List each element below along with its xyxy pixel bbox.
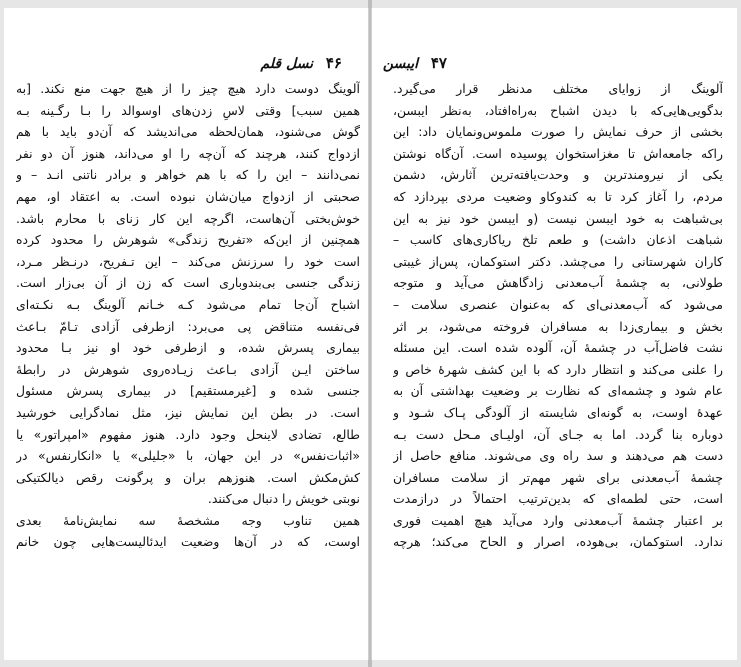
text-line: است، حتی لطمه‌ای که بدین‌ترتیب احتمالاً در درازمدت <box>393 491 723 507</box>
text-line: بر اعتبار چشمهٔ آب‌معدنی وارد می‌آید هیچ اهمیت فوری <box>393 512 723 528</box>
left-page-header <box>260 54 342 72</box>
text-line: نشت فاضل‌آب در چشمهٔ آن، آلوده شده است. این مسئله <box>393 340 723 356</box>
left-page <box>4 8 369 660</box>
left-page-body <box>16 78 360 553</box>
text-line: ازدواج کنند، هرچند که آن‌چه را او می‌داند، هنوز آن دو نفر <box>16 145 360 161</box>
text-line: است. در بطن این نمایش نیز، مثل نمادگرایی خورشید <box>16 404 360 420</box>
text-line: ساختن ایـن آزادی بـاعث زیـاده‌روی شوهرش در رابطهٔ <box>16 361 360 377</box>
text-line: آلوینگ دوست دارد هیچ چیز را از هیچ جهت منع نکند. [به <box>16 81 360 96</box>
text-line: بدگویی‌هایی‌که با دیدن اشباح به‌راه‌افتاد، به‌نظر ایبسن، <box>393 102 723 118</box>
text-line: بخش و بیماری‌زدا به مسافران فروخته می‌شود، بر اثر <box>393 318 723 334</box>
right-page <box>371 8 737 660</box>
text-line: اشباح آن‌جا تمام می‌شود کـه خـانم آلوینگ بـه نکـته‌ای <box>16 296 360 312</box>
right-page-header <box>383 54 447 72</box>
text-line: بیماری پسرش شده، و ازطرفی خود او نیز بـا محدود <box>16 340 360 356</box>
text-line: جنسی شده و [غیرمستقیم] در بیماری پسرش مسئول <box>16 383 360 399</box>
text-line: آلوینگ از زوایای مختلف مدنظر قرار می‌گیرد. <box>393 81 723 96</box>
text-line: «اثبات‌نفس» در این جهان، با «جلیلی» یا «انکارنفس» در <box>16 448 360 464</box>
text-line: بخشی از حرف نمایش را صورت ملموس‌ونمایان داد: این <box>393 124 723 140</box>
text-line: عام شود و چشمه‌ای که نظارت بر وضعیت بهداشتی آن به <box>393 383 723 399</box>
text-line: همین سبب] وقتی لاسِ زدن‌های اوسوالد را بـا رگـینه بـه <box>16 102 360 118</box>
text-line: همچنین از این‌که «تفریح زندگی» شوهرش را محدود کرده <box>16 232 360 248</box>
text-line: شباهت اذعان داشت) و طعم تلخ ریاکاری‌های کاسب – <box>393 232 723 248</box>
text-line: می‌شود که آب‌معدنی‌ای که به‌عنوان عنصری سلامت – <box>393 296 723 312</box>
right-page-number: ۴۷ <box>430 54 447 72</box>
text-line: نمی‌دانند – این را که با هم خواهر و برادر ناتنی انـد – و <box>16 167 360 183</box>
left-running-title: نسل قلم <box>260 56 313 72</box>
text-line: دوباره بنا گردد. اما به جـای آن، اولیـای مـحل دست بـه <box>393 426 723 442</box>
text-line: مردم، را آغاز کرد تا به کندوکاو وضعیت مردی بپردازد که <box>393 188 723 204</box>
text-line: راکه جامعه‌اش تا مغزاستخوان پوسیده است. آن‌گاه نوشتن <box>393 145 723 161</box>
text-line: بی‌شباهت به خود ایبسن نیست (و ایبسن خود نیز به این <box>393 210 723 226</box>
text-line: صحبتی از ازدواج میان‌شان نبوده است. به اعتقاد او، مهم <box>16 188 360 204</box>
text-line: کاران شهرستانی را می‌چشد. دکتر استوکمان، پس‌از غیبتی <box>393 253 723 269</box>
text-line: زندگی جنسی بی‌بندوباری است که زن از آن بی‌زار است. <box>16 275 360 291</box>
text-line: یکی از نیرومندترین و وحدت‌یافته‌ترین آثارش، دشمن <box>393 167 723 183</box>
right-page-body <box>393 78 723 553</box>
text-line: چشمهٔ آب‌معدنی برای شهر مهم‌تر از سلامت مسافران <box>393 469 723 485</box>
text-line: فی‌نفسه متناقض پی می‌برد: ازطرفی آزادی تـامّ بـاعث <box>16 318 360 334</box>
text-line: عهدهٔ اوست، به گونه‌ای شایسته از آلودگی پـاک شـود و <box>393 404 723 420</box>
text-line: طالع، تضادی لاینحل وجود دارد. هنوز مفهوم «امپراتور» یا <box>16 426 360 442</box>
left-page-number: ۴۶ <box>325 54 342 72</box>
text-line: را علنی می‌کند و انتظار دارد که با این کشف شهرهٔ خاص و <box>393 361 723 377</box>
text-line: نوبتی خویش را دنبال می‌کنند. <box>207 491 360 507</box>
text-line: گوش می‌شنود، همان‌لحظه می‌اندیشد که آن‌دو باید با هم <box>16 124 360 140</box>
text-line: است خود را سرزنش می‌کند – این تـفریح، درنـظر مـرد، <box>16 253 360 269</box>
right-running-title: ایبسن <box>382 56 418 72</box>
text-line: اوست، که در آن‌ها وضعیت ایدئالیست‌هایی چون خانم <box>16 534 360 550</box>
text-line: خوش‌بختی آن‌هاست، اگرچه این کار زنای با محارم باشد. <box>16 210 360 226</box>
text-line: دست هم می‌دهند و سد راه وی می‌شوند. منافع حاصل از <box>393 448 723 464</box>
text-line: طولانی، به چشمهٔ آب‌معدنی زادگاهش می‌آید و متوجه <box>393 275 723 291</box>
text-line: کش‌مکش است. هنوزهم بران و پرگونت رقص دیالکتیکی <box>16 469 360 485</box>
text-line: ندارد. استوکمان، بی‌هوده، اصرار و الحاح می‌کند؛ هرچه <box>393 534 723 550</box>
text-line: همین تناوب وجه مشخصهٔ سه نمایش‌نامهٔ بعدی <box>16 512 360 528</box>
